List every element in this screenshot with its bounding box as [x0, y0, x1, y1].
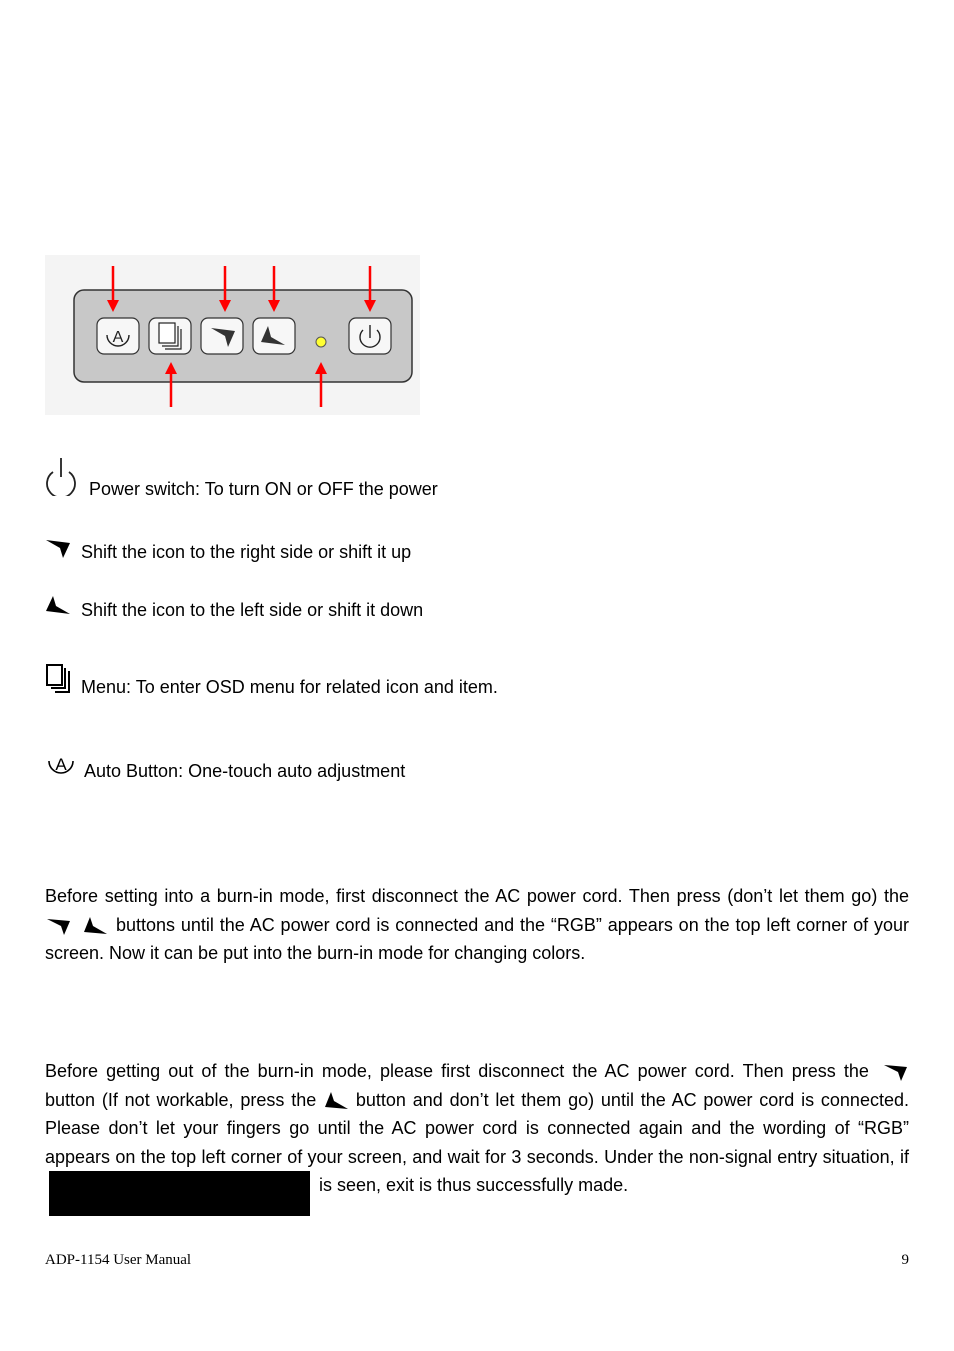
burn-in-enter-paragraph: [45, 882, 909, 968]
burn-in-exit-text-4: is seen, exit is thus successfully made.: [319, 1175, 629, 1195]
control-panel-figure: [45, 250, 425, 418]
footer-manual-title: ADP-1154 User Manual: [45, 1252, 192, 1268]
burn-in-exit-text-2: button (If not workable, press the: [45, 1089, 317, 1110]
menu-button[interactable]: [149, 318, 191, 354]
legend-auto: Auto Button: One-touch auto adjustment: [84, 761, 406, 781]
burn-in-exit-text-1: Before getting out of the burn-in mode, please first disconnect the AC power cord. Then press the: [45, 1061, 869, 1081]
menu-icon: [46, 664, 72, 694]
right-up-button[interactable]: [201, 318, 243, 354]
left-down-button[interactable]: [253, 318, 295, 354]
legend-left-down: Shift the icon to the left side or shift it down: [81, 600, 424, 620]
footer-page-number: 9: [901, 1252, 909, 1268]
power-button[interactable]: [349, 318, 391, 354]
left-down-icon: [45, 595, 71, 617]
burn-in-exit-text-3: button and don’t let them go) until the AC power cord is connected. Please don’t let your fingers go until the AC power cord is connected again and the wording of “RGB” appears on the top left corner of your screen, and wait for 3 seconds. Under the non-signal entry situation, if: [45, 1089, 909, 1167]
left-down-icon: [323, 1091, 349, 1111]
svg-text:A: A: [112, 329, 124, 346]
auto-icon: [46, 751, 76, 779]
power-icon: [44, 456, 78, 496]
legend-right-up: Shift the icon to the right side or shift it up: [81, 542, 412, 562]
burn-in-exit-paragraph: [45, 1057, 909, 1216]
legend-menu: Menu: To enter OSD menu for related icon and item.: [81, 677, 498, 697]
right-up-icon: [46, 916, 72, 936]
legend-power: Power switch: To turn ON or OFF the power: [89, 479, 438, 499]
no-signal-screen-image: [49, 1171, 310, 1216]
left-down-icon: [82, 916, 108, 936]
burn-in-enter-text-2: buttons until the AC power cord is connected and the “RGB” appears on the top left corner of your screen. Now it can be put into the burn-in mode for changing colors.: [45, 914, 909, 963]
burn-in-enter-text-1: Before setting into a burn-in mode, first disconnect the AC power cord. Then press (don’t let them go) the: [45, 886, 909, 906]
power-led: [316, 337, 326, 347]
auto-button[interactable]: [97, 318, 139, 354]
right-up-icon: [45, 537, 71, 559]
right-up-icon: [883, 1062, 909, 1082]
svg-text:A: A: [55, 755, 67, 774]
